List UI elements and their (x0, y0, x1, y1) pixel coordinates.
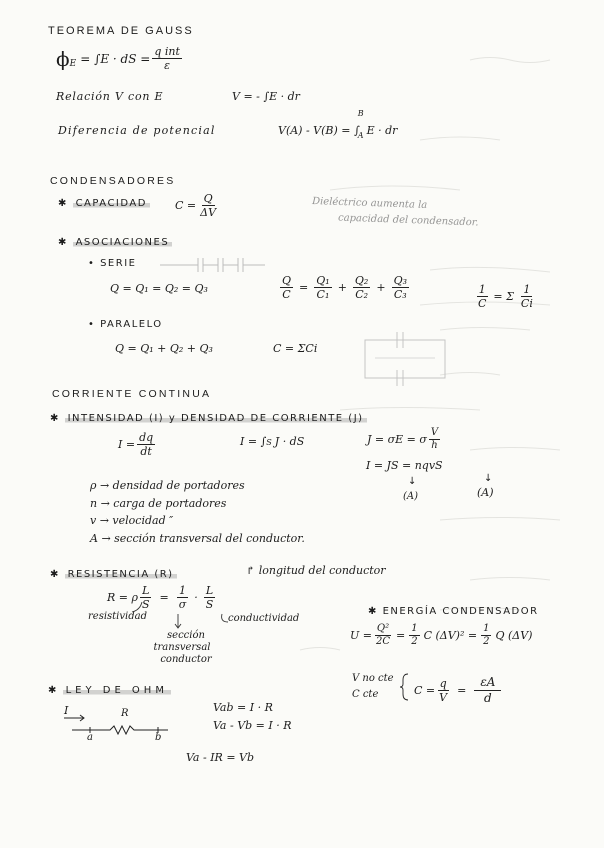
j-ds: J · dS (274, 435, 305, 448)
half-2 (481, 624, 491, 647)
dq: dq (139, 431, 154, 444)
cap-den: ΔV (200, 206, 217, 219)
h-den: h (431, 440, 438, 451)
energia-bullet (368, 607, 539, 617)
serie-frac-1 (314, 275, 331, 300)
c-den: C (478, 297, 487, 310)
serie-label: SERIE (100, 258, 137, 269)
u-eq: = (396, 629, 406, 642)
d-den: d (484, 691, 492, 705)
v-num: V (430, 427, 439, 438)
one-num: 1 (478, 283, 486, 296)
serie-lhs-den: C (282, 288, 291, 301)
serie-frac-2 (353, 275, 370, 300)
asterisk-icon: ✱ (50, 569, 65, 580)
conductividad-note: conductividad (228, 613, 300, 624)
serie-lhs-num: Q (282, 274, 292, 287)
dt: dt (140, 445, 152, 458)
flux-fraction (152, 46, 182, 71)
node-b: b (155, 732, 162, 743)
seccion-3: conductor (160, 654, 212, 665)
arrow-down-icon: ↓ (484, 473, 493, 484)
dielectric-note-1: Dieléctrico aumenta la (311, 195, 428, 212)
serie-frac-lhs (280, 275, 293, 300)
q2: Q² (376, 623, 390, 634)
serie-t2-den: C₂ (355, 288, 369, 301)
serie-one-over-c (476, 284, 488, 309)
portadores-definitions (90, 477, 430, 547)
diff-left: V(A) - V(B) = ∫ (278, 123, 360, 137)
serie-q-formula: Q = Q₁ = Q₂ = Q₃ (110, 282, 208, 295)
c-cte: C cte (352, 689, 379, 700)
ohm-bullet (48, 686, 171, 696)
c-eq: = (457, 683, 467, 697)
asterisk-icon: ✱ (48, 685, 63, 696)
j-eq: J = σE = σ (367, 433, 427, 446)
phi-symbol: ϕ (56, 46, 70, 71)
i-js-formula: I = JS = nqvS (366, 459, 443, 472)
relacion-label: Relación V con E (56, 90, 164, 103)
resistor-r-label: R (121, 708, 129, 719)
arrow-down-icon: ↓ (408, 476, 417, 487)
r-lhs: R = ρ (107, 591, 138, 604)
asterisk-icon: ✱ (58, 198, 73, 209)
q-num: q (439, 676, 447, 690)
longitud-text: longitud del conductor (258, 564, 386, 577)
paralelo-label: PARALELO (100, 319, 163, 330)
capacidad-bullet (58, 199, 150, 209)
ea-over-d (474, 676, 501, 704)
u-mid: C (ΔV)² = (423, 629, 478, 642)
intensidad-bullet (50, 414, 367, 424)
j-sigma-formula (367, 428, 442, 451)
half-den: 2 (411, 636, 418, 647)
asterisk-icon: ✱ (368, 606, 383, 617)
i-lhs: I = (118, 438, 136, 451)
flux-middle: = ∫E · dS = (80, 51, 151, 66)
v-over-h (429, 428, 440, 451)
c-lhs: C = (414, 683, 436, 697)
s-den-2: S (205, 598, 214, 611)
node-a: a (87, 732, 93, 743)
diff-right: E · dr (366, 123, 398, 137)
cap-fraction (198, 193, 218, 218)
current-i-label: I (64, 704, 69, 717)
sigma: σ (178, 598, 187, 611)
seccion-note (153, 630, 216, 666)
def-line: v → velocidad ″ (90, 514, 174, 527)
v-den: V (439, 690, 448, 704)
serie-t3-den: C₃ (393, 288, 407, 301)
longitud-note (246, 565, 386, 576)
capacidad-formula (175, 193, 220, 218)
resistividad-note: resistividad (88, 611, 147, 622)
resistencia-bullet (50, 570, 177, 580)
half-1 (409, 624, 419, 647)
paralelo-bullet (88, 320, 163, 330)
asociaciones-label: ASOCIACIONES (73, 237, 173, 248)
surface-sub: S (266, 438, 272, 447)
upper-limit: B (357, 109, 364, 118)
half-num: 1 (411, 623, 418, 634)
intensidad-label: INTENSIDAD (I) y DENSIDAD DE CORRIENTE (J) (65, 413, 367, 424)
dq-dt-fraction (137, 432, 155, 457)
cap-num: Q (203, 192, 213, 205)
gauss-title: TEOREMA DE GAUSS (48, 25, 194, 37)
serie-t1-den: C₁ (316, 288, 330, 301)
def-line: A → sección transversal del conductor. (90, 531, 305, 545)
brace-icon (400, 672, 412, 702)
corriente-title: CORRIENTE CONTINUA (52, 388, 212, 400)
serie-one-over-ci (519, 284, 535, 309)
serie-t3-num: Q₃ (393, 274, 407, 287)
resistance-formula: R = ρ $\frac{L}{S}$ = $\frac{1}{\sigma}$ · $\frac{L}{S}$ (107, 584, 214, 611)
v-no-cte: V no cte (352, 673, 394, 684)
l-num: L (142, 584, 150, 597)
arrow-right-icon: ↱ (246, 564, 259, 577)
unit-a-1: (A) (403, 491, 419, 502)
serie-v-formula: $\frac{Q}{C}$ = $\frac{\text{Q₁}}{\text{C₁}}$ + $\frac{\text{Q₂}}{\text{C₂}}$ + $\frac{\text{Q₃}}{\text{C₃}}$ (282, 274, 407, 301)
u-lhs: U = (350, 629, 372, 642)
ea-num: εA (474, 676, 501, 691)
serie-bullet (88, 259, 136, 269)
seccion-1: sección (167, 630, 205, 641)
diferencia-formula (278, 109, 398, 140)
condensadores-title: CONDENSADORES (50, 175, 176, 187)
unit-a-2: (A) (477, 486, 494, 499)
def-line: ρ → densidad de portadores (90, 479, 245, 492)
half-num-2: 1 (483, 623, 490, 634)
dot-icon: • (88, 258, 101, 269)
paralelo-c-formula: C = ΣCi (273, 342, 318, 355)
energia-label: ENERGÍA CONDENSADOR (382, 606, 539, 617)
asociaciones-bullet (58, 238, 172, 248)
sigma-eq: = Σ (493, 290, 514, 303)
relacion-formula: V = - ∫E · dr (232, 90, 300, 103)
gauss-flux-formula (56, 46, 184, 71)
i-integral-formula (240, 436, 304, 447)
serie-t1-num: Q₁ (316, 274, 330, 287)
l-num-2: L (205, 584, 214, 597)
flux-denominator: ε (164, 59, 171, 72)
phi-subscript: E (69, 59, 77, 69)
energy-formula (350, 624, 532, 647)
half-den-2: 2 (483, 636, 490, 647)
serie-frac-3 (392, 275, 409, 300)
serie-capacitor-diagram (160, 255, 270, 275)
va-vb-formula: Va - Vb = I · R (213, 719, 292, 732)
vab-formula: Vab = I · R (213, 701, 273, 714)
asterisk-icon: ✱ (58, 237, 73, 248)
cap-lhs: C = (175, 199, 197, 212)
ci-den: Ci (520, 297, 533, 310)
two-c: 2C (375, 636, 390, 647)
dielectric-note-2: capacidad del condensador. (337, 212, 479, 229)
seccion-2: transversal (153, 642, 211, 653)
q-over-v (437, 678, 449, 703)
u-end: Q (ΔV) (495, 629, 533, 642)
lower-limit: A (357, 131, 364, 140)
resistencia-label: RESISTENCIA (R) (65, 569, 177, 580)
diferencia-label: Diferencia de potencial (58, 124, 216, 137)
capacitance-plate-formula (414, 676, 503, 704)
dot-icon: • (88, 319, 101, 330)
integral-limits (358, 110, 364, 140)
paralelo-capacitor-diagram (365, 328, 455, 388)
r-equals: = (159, 591, 169, 604)
serie-c-formula (474, 284, 537, 309)
asterisk-icon: ✱ (50, 413, 65, 424)
capacidad-label: CAPACIDAD (73, 198, 150, 209)
def-line: n → carga de portadores (90, 496, 227, 510)
one: 1 (178, 584, 186, 597)
one-num-2: 1 (523, 283, 531, 296)
serie-t2-num: Q₂ (354, 274, 369, 287)
i-integral: I = ∫ (240, 435, 267, 448)
paralelo-q-formula: Q = Q₁ + Q₂ + Q₃ (115, 342, 213, 355)
flux-numerator: q int (154, 45, 180, 58)
s-den: S (141, 598, 150, 611)
i-dq-dt-formula (118, 432, 157, 457)
va-ir-formula: Va - IR = Vb (186, 751, 255, 764)
q2-over-2c (374, 624, 392, 647)
ohm-label: LEY DE OHM (63, 685, 171, 696)
